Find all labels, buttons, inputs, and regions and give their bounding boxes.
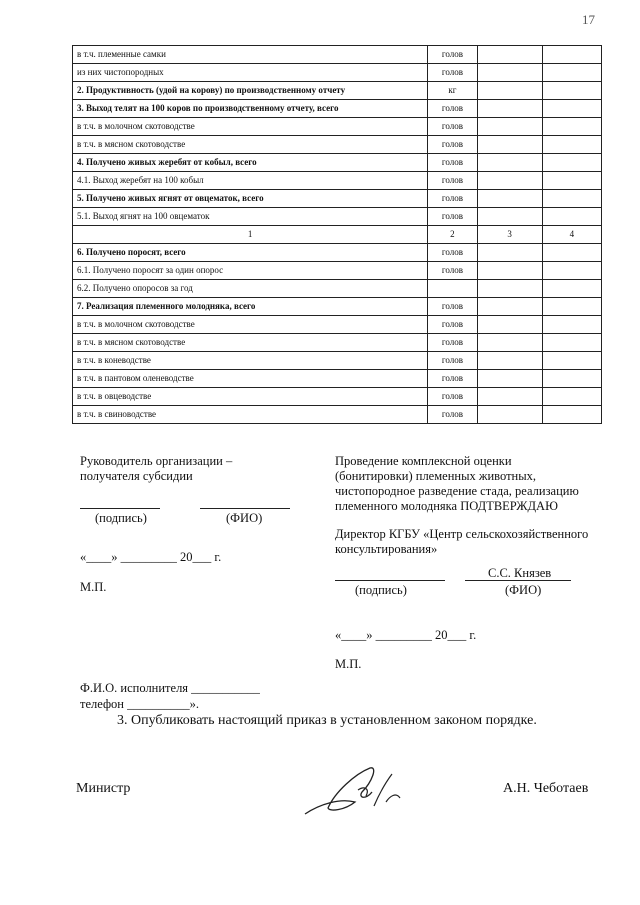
indicator-label-cell: в т.ч. в молочном скотоводстве [73, 118, 428, 136]
value-cell [542, 46, 601, 64]
value-cell [477, 118, 542, 136]
value-cell [477, 352, 542, 370]
indicator-label-cell: 6.2. Получено опоросов за год [73, 280, 428, 298]
page-number: 17 [582, 12, 595, 27]
left-stamp: М.П. [80, 580, 107, 594]
value-cell [542, 64, 601, 82]
indicator-label-cell: 4. Получено живых жеребят от кобыл, всего [73, 154, 428, 172]
value-cell [477, 154, 542, 172]
indicator-label-cell: 2. Продуктивность (удой на корову) по производственному отчету [73, 82, 428, 100]
value-cell [542, 280, 601, 298]
director-line2: консультирования» [335, 542, 438, 556]
value-cell [542, 388, 601, 406]
unit-cell: голов [428, 352, 477, 370]
value-cell [477, 298, 542, 316]
value-cell [477, 208, 542, 226]
value-cell [477, 136, 542, 154]
table-row [73, 244, 602, 262]
table-row [73, 316, 602, 334]
left-fio-line [200, 508, 290, 509]
unit-cell: голов [428, 118, 477, 136]
column-number-cell: 1 [73, 226, 428, 244]
unit-cell: голов [428, 406, 477, 424]
publish-paragraph: 3. Опубликовать настоящий приказ в установленном законом порядке. [117, 713, 537, 728]
value-cell [477, 82, 542, 100]
value-cell [477, 172, 542, 190]
right-signature-label: (подпись) [355, 583, 407, 597]
indicator-label-cell: 5. Получено живых ягнят от овцематок, всего [73, 190, 428, 208]
indicator-label-cell: 4.1. Выход жеребят на 100 кобыл [73, 172, 428, 190]
left-head-line1: Руководитель организации – [80, 454, 233, 468]
value-cell [542, 298, 601, 316]
value-cell [542, 154, 601, 172]
table-row [73, 46, 602, 64]
unit-cell: голов [428, 46, 477, 64]
value-cell [477, 64, 542, 82]
value-cell [477, 46, 542, 64]
unit-cell: голов [428, 64, 477, 82]
value-cell [542, 208, 601, 226]
unit-cell: голов [428, 388, 477, 406]
value-cell [477, 334, 542, 352]
value-cell [542, 136, 601, 154]
right-text-line4: племенного молодняка ПОДТВЕРЖДАЮ [335, 499, 558, 513]
table-row [73, 370, 602, 388]
indicator-label-cell: в т.ч. в молочном скотоводстве [73, 316, 428, 334]
value-cell [542, 172, 601, 190]
phone-line: телефон __________». [80, 697, 199, 711]
indicator-label-cell: в т.ч. в мясном скотоводстве [73, 136, 428, 154]
indicator-label-cell: 6.1. Получено поросят за один опорос [73, 262, 428, 280]
right-approval-text [335, 454, 579, 514]
minister-title: Министр [76, 781, 131, 796]
value-cell [542, 118, 601, 136]
value-cell [477, 316, 542, 334]
table-row [73, 190, 602, 208]
minister-name: А.Н. Чеботаев [503, 781, 589, 796]
indicator-label-cell: в т.ч. в пантовом оленеводстве [73, 370, 428, 388]
value-cell [542, 370, 601, 388]
indicator-label-cell: 5.1. Выход ягнят на 100 овцематок [73, 208, 428, 226]
column-number-cell: 2 [428, 226, 477, 244]
value-cell [477, 262, 542, 280]
indicator-label-cell: 6. Получено поросят, всего [73, 244, 428, 262]
table-row [73, 208, 602, 226]
table-row [73, 352, 602, 370]
unit-cell: кг [428, 82, 477, 100]
unit-cell: голов [428, 370, 477, 388]
column-number-cell: 3 [477, 226, 542, 244]
unit-cell: голов [428, 172, 477, 190]
table-row [73, 82, 602, 100]
table-row [73, 298, 602, 316]
unit-cell: голов [428, 190, 477, 208]
executor-line: Ф.И.О. исполнителя ___________ [80, 681, 260, 695]
unit-cell: голов [428, 298, 477, 316]
table-row [73, 280, 602, 298]
indicator-label-cell: из них чистопородных [73, 64, 428, 82]
value-cell [542, 316, 601, 334]
value-cell [542, 262, 601, 280]
left-signature-label: (подпись) [95, 511, 147, 525]
indicator-label-cell: в т.ч. в мясном скотоводстве [73, 334, 428, 352]
table-row [73, 118, 602, 136]
unit-cell: голов [428, 316, 477, 334]
data-table [72, 45, 602, 424]
unit-cell [428, 280, 477, 298]
table-row [73, 262, 602, 280]
left-head-title [80, 454, 232, 484]
value-cell [542, 82, 601, 100]
left-date-line: «____» _________ 20___ г. [80, 550, 222, 564]
value-cell [542, 406, 601, 424]
value-cell [477, 280, 542, 298]
table-row [73, 172, 602, 190]
right-text-line1: Проведение комплексной оценки [335, 454, 512, 468]
right-stamp: М.П. [335, 657, 362, 671]
handwritten-signature [300, 762, 410, 822]
unit-cell: голов [428, 262, 477, 280]
unit-cell: голов [428, 136, 477, 154]
indicator-label-cell: 7. Реализация племенного молодняка, всего [73, 298, 428, 316]
value-cell [477, 388, 542, 406]
indicator-label-cell: в т.ч. в овцеводстве [73, 388, 428, 406]
value-cell [542, 244, 601, 262]
value-cell [477, 370, 542, 388]
unit-cell: голов [428, 334, 477, 352]
indicator-label-cell: 3. Выход телят на 100 коров по производственному отчету, всего [73, 100, 428, 118]
value-cell [477, 244, 542, 262]
value-cell [477, 100, 542, 118]
unit-cell: голов [428, 100, 477, 118]
unit-cell: голов [428, 208, 477, 226]
value-cell [477, 190, 542, 208]
director-title [335, 527, 588, 557]
table-row [73, 388, 602, 406]
value-cell [477, 406, 542, 424]
table-column-numbers-row [73, 226, 602, 244]
right-text-line3: чистопородное разведение стада, реализацию [335, 484, 579, 498]
left-fio-label: (ФИО) [226, 511, 263, 525]
right-date-line: «____» _________ 20___ г. [335, 628, 477, 642]
column-number-cell: 4 [542, 226, 601, 244]
value-cell [542, 100, 601, 118]
indicator-label-cell: в т.ч. в свиноводстве [73, 406, 428, 424]
table-row [73, 154, 602, 172]
indicator-label-cell: в т.ч. в коневодстве [73, 352, 428, 370]
right-text-line2: (бонитировки) племенных животных, [335, 469, 536, 483]
table-row [73, 64, 602, 82]
unit-cell: голов [428, 244, 477, 262]
indicator-label-cell: в т.ч. племенные самки [73, 46, 428, 64]
left-signature-line [80, 508, 160, 509]
right-signature-line [335, 580, 445, 581]
table-row [73, 100, 602, 118]
table-row [73, 406, 602, 424]
right-fio-label: (ФИО) [505, 583, 542, 597]
table-row [73, 334, 602, 352]
table-row [73, 136, 602, 154]
unit-cell: голов [428, 154, 477, 172]
value-cell [542, 334, 601, 352]
value-cell [542, 190, 601, 208]
director-line1: Директор КГБУ «Центр сельскохозяйственного [335, 527, 589, 541]
value-cell [542, 352, 601, 370]
left-head-line2: получателя субсидии [80, 469, 193, 483]
director-name: С.С. Князев [488, 566, 552, 580]
